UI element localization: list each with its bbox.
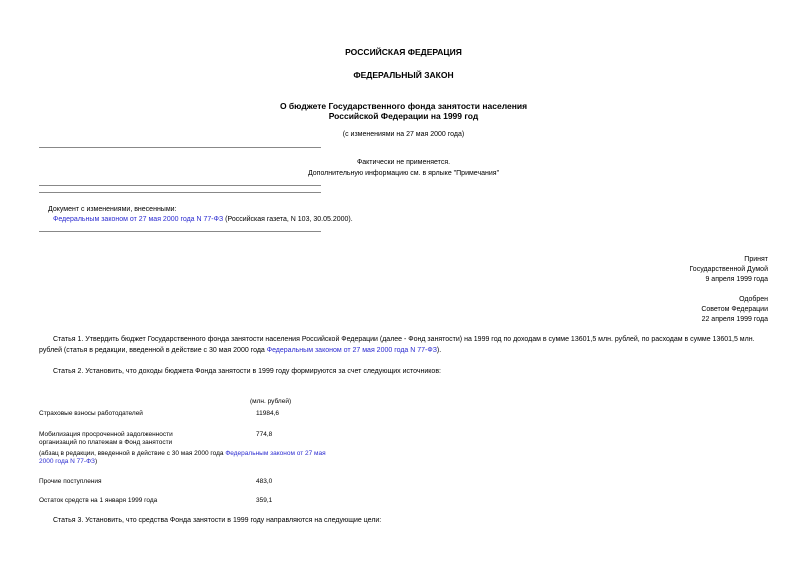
notice-line-1: Фактически не применяется. xyxy=(356,159,451,166)
table-unit: (млн. рублей) xyxy=(250,398,292,405)
table-row-value: 359,1 xyxy=(256,497,273,504)
divider xyxy=(39,147,321,148)
article-2: Статья 2. Установить, что доходы бюджета Фонда занятости в 1999 году формируются за счет следующих источников: xyxy=(53,368,441,375)
article-1-text: Статья 1. Утвердить бюджет Государственного фонда занятости населения Российской Федерации (далее - Фонд занятости) на 1999 год по доходам в сумме 13601,5 млн. рублей, по расходам в сумме 13601,5 млн. рублей (статья в редакции, введенной в действие с 30 мая 2000 года xyxy=(39,336,755,354)
divider xyxy=(39,192,321,193)
approved-label: Одобрен xyxy=(739,296,768,303)
table-row-value: 11984,6 xyxy=(256,410,280,417)
edit-note-suffix: ) xyxy=(94,458,98,465)
table-row-label: Страховые взносы работодателей xyxy=(39,410,143,417)
accepted-date: 9 апреля 1999 года xyxy=(705,276,768,283)
changes-label: Документ с изменениями, внесенными: xyxy=(48,206,177,213)
accepted-label: Принят xyxy=(744,256,768,263)
table-edit-note-line-2 xyxy=(39,457,97,466)
article-1-tail: ). xyxy=(436,347,442,354)
edit-note-prefix: (абзац в редакции, введенной в действие с 30 мая 2000 года xyxy=(39,450,224,457)
article-1 xyxy=(39,334,770,356)
article-3: Статья 3. Установить, что средства Фонда занятости в 1999 году направляются на следующие цели: xyxy=(53,517,382,524)
divider xyxy=(39,231,321,232)
accepted-by: Государственной Думой xyxy=(689,266,768,273)
table-row-label: Остаток средств на 1 января 1999 года xyxy=(39,497,158,504)
divider xyxy=(39,185,321,186)
country-heading: РОССИЙСКАЯ ФЕДЕРАЦИЯ xyxy=(345,47,462,57)
table-row-label: Мобилизация просроченной задолженности xyxy=(39,431,173,438)
title-line-1: О бюджете Государственного фонда занятости населения xyxy=(279,101,528,111)
changes-line xyxy=(53,216,353,223)
edit-note-law-link[interactable]: Федеральным законом от 27 мая xyxy=(225,450,326,457)
amendments-note: (с изменениями на 27 мая 2000 года) xyxy=(342,131,465,138)
notice-line-2: Дополнительную информацию см. в ярлыке "Примечания" xyxy=(307,170,500,177)
table-row-value: 483,0 xyxy=(256,478,273,485)
changes-source: (Российская газета, N 103, 30.05.2000). xyxy=(225,216,353,223)
table-row-label: Прочие поступления xyxy=(39,478,102,485)
amending-law-link[interactable]: Федеральным законом от 27 мая 2000 года N 77-ФЗ xyxy=(53,216,224,223)
title-line-2: Российской Федерации на 1999 год xyxy=(328,111,479,121)
table-row-label: организаций по платежам в Фонд занятости xyxy=(39,439,173,446)
article-1-law-link[interactable]: Федеральным законом от 27 мая 2000 года N 77-ФЗ xyxy=(266,347,437,354)
approved-date: 22 апреля 1999 года xyxy=(701,316,768,323)
approved-by: Советом Федерации xyxy=(701,306,768,313)
edit-note-law-link-cont[interactable]: 2000 года N 77-ФЗ xyxy=(39,458,95,465)
doc-type-heading: ФЕДЕРАЛЬНЫЙ ЗАКОН xyxy=(353,70,454,80)
table-row-value: 774,8 xyxy=(256,431,273,438)
